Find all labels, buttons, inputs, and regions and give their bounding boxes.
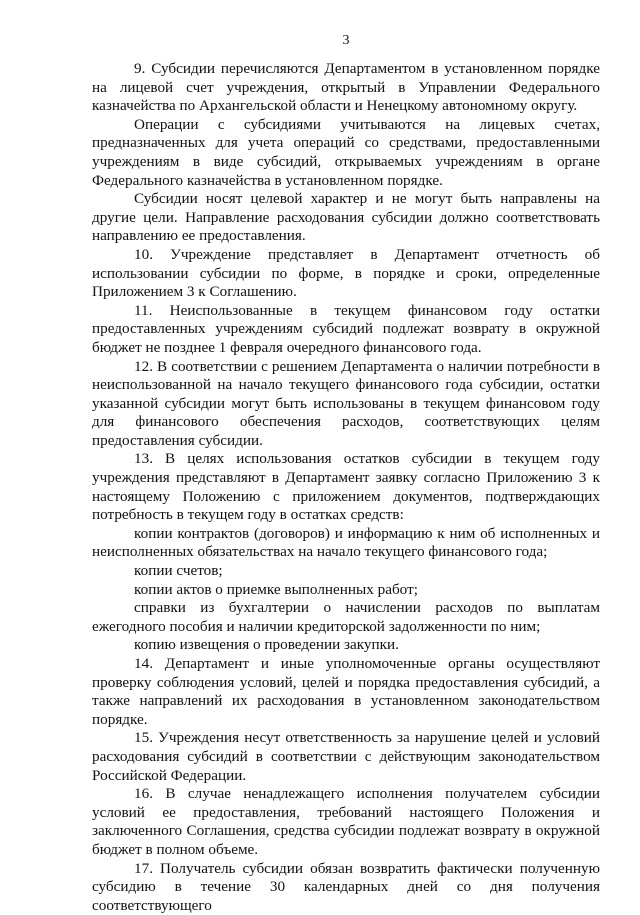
list-item-acceptance-acts: копии актов о приемке выполненных работ; [134,580,418,598]
paragraph-operations: Операции с субсидиями учитываются на лицевых счетах, предназначенных для учета операций со средствами, предоставленными учреждениям в виде субсидий, открываемых учреждениям в органе Федерального казначейства в установленном порядке. [92,115,600,189]
document-body [92,60,600,915]
list-item-accounting-certificates: справки из бухгалтерии о начислении расходов по выплатам ежегодного пособия и наличии кредиторской задолженности по ним; [92,599,600,635]
paragraph-17: 17. Получатель субсидии обязан возвратить фактически полученную субсидию в течение 30 календарных дней со дня получения соответствующего [92,859,600,914]
paragraph-9: 9. Субсидии перечисляются Департаментом в установленном порядке на лицевой счет учреждения, открытый в Управлении Федерального казначейства по Архангельской области и Ненецкому автономному округу. [92,60,600,115]
paragraph-12: 12. В соответствии с решением Департамента о наличии потребности в неиспользованной на начало текущего финансового года субсидии, остатки указанной субсидии могут быть использованы в текущем финансовом году для финансового обеспечения расходов, соответствующих целям предоставления субсидии. [92,357,600,449]
paragraph-target-character: Субсидии носят целевой характер и не могут быть направлены на другие цели. Направление расходования субсидии должно соответствовать направлению ее предоставления. [92,190,600,245]
list-item-contracts: копии контрактов (договоров) и информацию к ним об исполненных и неисполненных обязательствах на начало текущего финансового года; [92,524,600,561]
paragraph-15: 15. Учреждения несут ответственность за нарушение целей и условий расходования субсидий в соответствии с действующим законодательством Российской Федерации. [92,729,600,784]
paragraph-14: 14. Департамент и иные уполномоченные органы осуществляют проверку соблюдения условий, целей и порядка предоставления субсидий, а также направлений их расходования в установленном законодательством порядке. [92,655,600,728]
paragraph-10: 10. Учреждение представляет в Департамент отчетность об использовании субсидии по форме, в порядке и сроки, определенные Приложением 3 к Соглашению. [92,245,600,301]
paragraph-16: 16. В случае ненадлежащего исполнения получателем субсидии условий ее предоставления, требований настоящего Положения и заключенного Соглашения, средства субсидии подлежат возврату в окружной бюджет в полном объеме. [92,785,600,858]
paragraph-11: 11. Неиспользованные в текущем финансовом году остатки предоставленных учреждениям субсидий подлежат возврату в окружной бюджет не позднее 1 февраля очередного финансового года. [92,301,600,356]
list-item-invoices: копии счетов; [134,562,223,580]
list-item-procurement-notice: копию извещения о проведении закупки. [134,636,399,654]
page-number: 3 [342,33,350,48]
paragraph-13: 13. В целях использования остатков субсидии в текущем году учреждения представляют в Департамент заявку согласно Приложению 3 к настоящему Положению с приложением документов, подтверждающих потребность в текущем году в остатках средств: [92,450,600,524]
